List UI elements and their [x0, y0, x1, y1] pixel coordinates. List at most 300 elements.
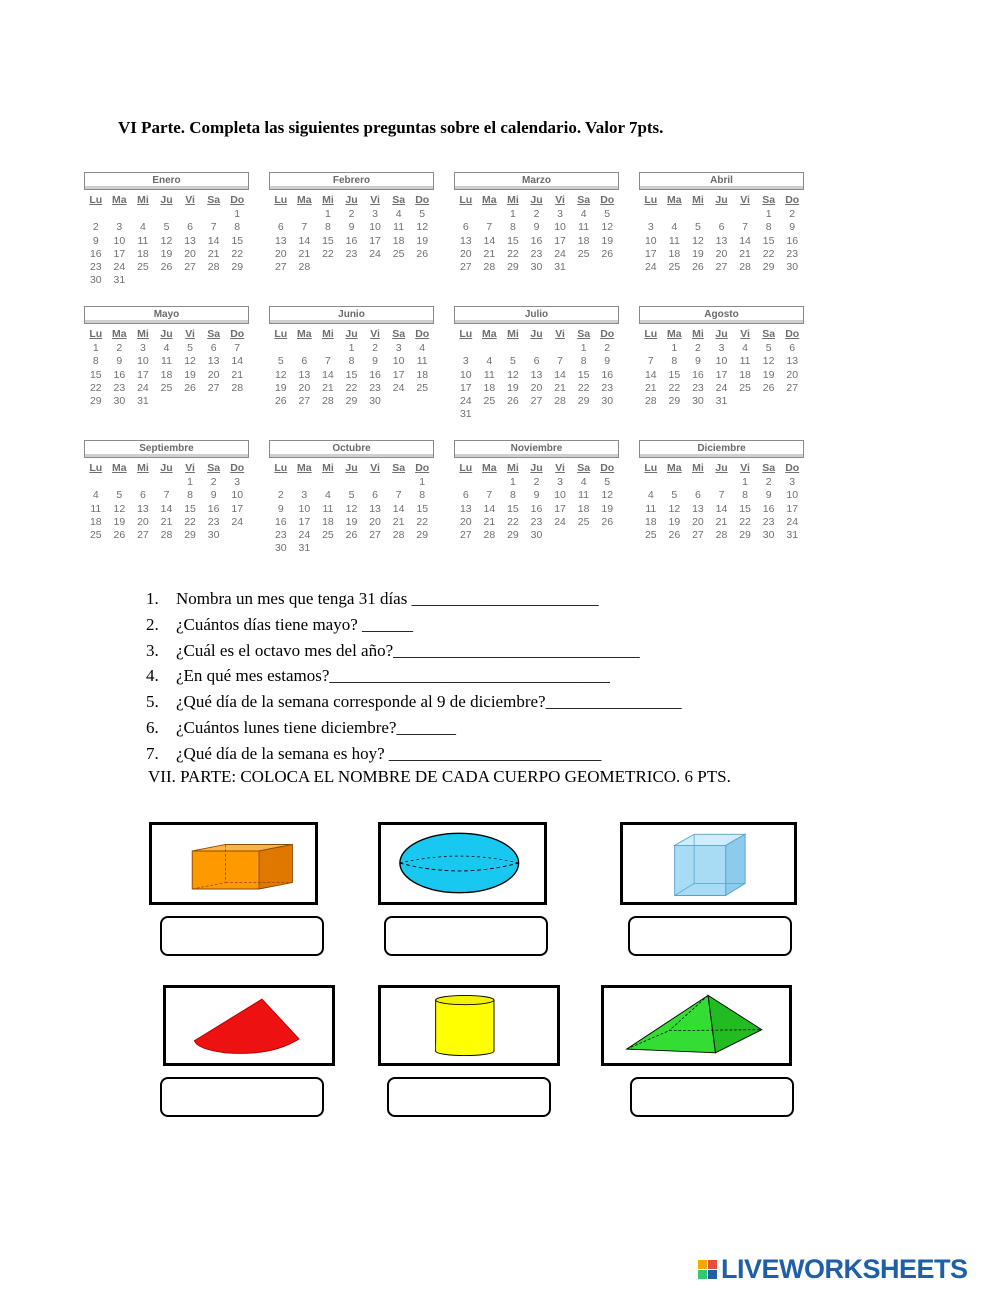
- calendar-day: [733, 395, 757, 408]
- calendar-day: 28: [322, 395, 334, 408]
- calendar-day: 25: [483, 395, 496, 408]
- calendar-day: 8: [742, 489, 748, 502]
- month-marzo: [454, 172, 619, 290]
- weekday-label: Sa: [392, 328, 406, 340]
- calendar-day: 26: [762, 381, 775, 394]
- calendar-day: 4: [486, 355, 493, 368]
- calendar-week: [454, 395, 619, 408]
- calendar-day: 22: [231, 247, 244, 260]
- calendar-day: [686, 208, 710, 221]
- calendar-day: 24: [113, 261, 126, 274]
- weekday-label: Mi: [692, 194, 704, 206]
- calendar-day: 23: [786, 247, 799, 260]
- calendar-day: 22: [184, 515, 196, 528]
- calendar-day: 29: [416, 529, 429, 542]
- calendar-day: 9: [348, 221, 355, 234]
- calendar-day: 17: [298, 515, 311, 528]
- month-name: Marzo: [454, 172, 619, 190]
- calendar-day: 16: [530, 502, 543, 515]
- calendar-day: [525, 408, 549, 421]
- calendar-day: 1: [765, 208, 772, 220]
- weekday-label: Do: [600, 328, 615, 340]
- calendar-day: 20: [692, 515, 704, 528]
- calendar-day: 26: [507, 395, 519, 408]
- calendar-day: [340, 476, 364, 489]
- calendar-week: [269, 369, 434, 382]
- calendar-day: [595, 529, 619, 542]
- calendar-day: 11: [483, 368, 495, 381]
- calendar-day: 4: [163, 342, 170, 354]
- calendar-day: 29: [762, 261, 775, 274]
- calendar-day: 15: [762, 234, 775, 247]
- calendar-day: 5: [671, 489, 678, 502]
- calendar-day: 3: [557, 208, 563, 220]
- answer-box-3[interactable]: [628, 916, 792, 956]
- calendar-day: 28: [207, 261, 220, 274]
- calendar-day: 21: [322, 381, 334, 394]
- calendar-day: 7: [210, 221, 217, 234]
- calendar-day: 22: [345, 381, 358, 394]
- calendar-day: 20: [786, 368, 799, 381]
- calendar-week: [454, 221, 619, 234]
- question-item: [146, 741, 682, 767]
- calendar-day: 30: [762, 529, 775, 542]
- weekday-label: Ma: [112, 328, 127, 340]
- calendar-day: 10: [715, 355, 728, 368]
- calendar-day: 10: [786, 489, 799, 502]
- calendar-day: 27: [715, 261, 728, 274]
- calendar-day: 21: [715, 515, 728, 528]
- calendar-week: [269, 516, 434, 529]
- calendar-day: 30: [786, 261, 799, 274]
- section-title: VI Parte. Completa las siguientes preguntas sobre el calendario. Valor 7pts.: [118, 118, 664, 137]
- calendar-day: 12: [762, 355, 775, 368]
- calendar-day: 25: [89, 529, 102, 542]
- weekday-label: Ma: [297, 328, 312, 340]
- calendar-week: [454, 516, 619, 529]
- calendar-day: 30: [207, 529, 220, 542]
- calendar-day: 29: [231, 261, 244, 274]
- calendar-day: 26: [601, 247, 614, 260]
- calendar-day: 14: [392, 502, 405, 515]
- calendar-week: [269, 529, 434, 542]
- answer-box-4[interactable]: [160, 1077, 324, 1117]
- calendar-week: [639, 395, 804, 408]
- calendar-day: 6: [301, 355, 308, 368]
- question-text: ¿En qué mes estamos?_________________________________: [176, 666, 610, 686]
- weekday-label: Do: [230, 328, 245, 340]
- question-list: [146, 586, 682, 767]
- calendar-day: 19: [601, 234, 614, 247]
- calendar-week: [454, 248, 619, 261]
- calendar-day: 12: [692, 234, 704, 247]
- calendar-day: 18: [739, 368, 751, 381]
- weekday-label: Ju: [345, 462, 358, 474]
- weekday-label: Lu: [89, 194, 103, 206]
- weekday-label: Lu: [274, 462, 288, 474]
- calendar-day: 15: [668, 368, 681, 381]
- calendar-day: 4: [325, 489, 331, 502]
- calendar-day: 16: [207, 502, 220, 515]
- calendar-day: 27: [459, 261, 472, 274]
- month-name: Julio: [454, 306, 619, 324]
- calendar-week: [454, 476, 619, 489]
- calendar-day: 18: [137, 247, 149, 260]
- calendar-day: 25: [577, 247, 590, 260]
- calendar-day: 23: [345, 247, 358, 260]
- calendar-day: 19: [668, 515, 681, 528]
- calendar-week: [454, 342, 619, 355]
- calendar-day: 19: [762, 368, 775, 381]
- weekday-label: Do: [785, 462, 800, 474]
- cube-icon: [623, 825, 794, 902]
- calendar-day: [454, 342, 478, 355]
- calendar-day: 1: [92, 342, 99, 354]
- weekday-label: Ma: [667, 462, 682, 474]
- calendar-week: [639, 489, 804, 502]
- answer-box-2[interactable]: [384, 916, 548, 956]
- weekday-label: Mi: [692, 462, 704, 474]
- calendar-day: 21: [483, 247, 496, 260]
- calendar-day: 12: [507, 368, 519, 381]
- calendar-day: 3: [647, 221, 654, 234]
- calendar-day: 16: [369, 368, 381, 381]
- month-noviembre: [454, 440, 619, 558]
- brand-text: LIVEWORKSHEETS: [721, 1254, 968, 1284]
- calendar-day: 13: [459, 234, 472, 247]
- calendar-week: [269, 503, 434, 516]
- calendar-week: [84, 395, 249, 408]
- calendar-day: 18: [322, 515, 334, 528]
- weekday-label: Lu: [644, 328, 658, 340]
- calendar-day: [454, 208, 478, 221]
- calendar-day: 13: [137, 502, 149, 515]
- calendar-day: 21: [739, 247, 751, 260]
- calendar-day: [710, 476, 734, 489]
- calendar-day: 25: [160, 381, 173, 394]
- calendar-day: 15: [322, 234, 334, 247]
- calendar-day: 23: [762, 515, 775, 528]
- calendar-day: 8: [92, 355, 99, 368]
- calendar-day: 19: [113, 515, 126, 528]
- calendar-day: [131, 274, 155, 287]
- calendar-day: [478, 476, 502, 489]
- weekday-label: Vi: [555, 328, 565, 340]
- weekday-label: Mi: [322, 462, 334, 474]
- weekday-label: Lu: [459, 194, 473, 206]
- weekday-header: [454, 194, 619, 208]
- calendar-day: 17: [786, 502, 799, 515]
- calendar-day: 28: [739, 261, 751, 274]
- calendar-day: [316, 542, 340, 555]
- weekday-label: Ma: [667, 328, 682, 340]
- calendar-day: 2: [277, 489, 284, 502]
- calendar-day: 7: [395, 489, 402, 502]
- calendar-day: 2: [604, 342, 611, 354]
- calendar-day: 11: [393, 221, 405, 234]
- calendar-day: 30: [530, 529, 543, 542]
- calendar-day: 10: [298, 502, 311, 515]
- weekday-label: Do: [415, 462, 430, 474]
- calendar-week: [454, 355, 619, 368]
- weekday-label: Ma: [112, 194, 127, 206]
- weekday-label: Mi: [507, 462, 519, 474]
- calendar-day: 3: [462, 355, 469, 368]
- calendar-day: 8: [187, 489, 193, 502]
- calendar-day: 14: [554, 368, 566, 381]
- calendar-day: 20: [530, 381, 543, 394]
- calendar-day: 1: [510, 476, 516, 488]
- calendar-day: 6: [789, 342, 796, 354]
- ellipsoid-icon: [381, 825, 544, 902]
- calendar-day: 3: [557, 476, 563, 488]
- calendar-day: 7: [718, 489, 725, 502]
- calendar-day: 11: [645, 502, 657, 515]
- calendar-day: [733, 208, 757, 221]
- calendar-day: 6: [533, 355, 540, 368]
- year-calendar: [84, 172, 804, 558]
- calendar-day: 4: [92, 489, 99, 502]
- calendar-day: 12: [113, 502, 126, 515]
- calendar-day: [293, 342, 317, 355]
- calendar-day: 5: [277, 355, 284, 368]
- question-item: [146, 663, 682, 689]
- calendar-day: [340, 261, 364, 274]
- calendar-day: 22: [322, 247, 334, 260]
- calendar-day: 6: [695, 489, 701, 502]
- weekday-header: [269, 462, 434, 476]
- calendar-day: 12: [160, 234, 173, 247]
- calendar-day: 22: [507, 515, 519, 528]
- calendar-week: [639, 261, 804, 274]
- calendar-day: 2: [533, 476, 540, 488]
- weekday-label: Vi: [370, 462, 380, 474]
- calendar-day: 21: [160, 515, 173, 528]
- calendar-week: [84, 489, 249, 502]
- calendar-week: [84, 382, 249, 395]
- calendar-day: [387, 542, 411, 555]
- weekday-label: Vi: [555, 194, 565, 206]
- calendar-day: [340, 542, 364, 555]
- calendar-day: 24: [554, 515, 566, 528]
- weekday-label: Sa: [762, 462, 776, 474]
- calendar-day: 9: [604, 355, 611, 368]
- calendar-day: 16: [530, 234, 543, 247]
- calendar-day: 5: [348, 489, 355, 502]
- calendar-week: [84, 235, 249, 248]
- calendar-day: 31: [554, 261, 566, 274]
- calendar-day: 26: [274, 395, 287, 408]
- month-abril: [639, 172, 804, 290]
- weekday-label: Do: [230, 194, 245, 206]
- calendar-day: [572, 529, 596, 542]
- answer-box-5[interactable]: [387, 1077, 551, 1117]
- calendar-day: 17: [231, 502, 244, 515]
- calendar-day: [478, 208, 502, 221]
- answer-box-1[interactable]: [160, 916, 324, 956]
- calendar-day: 8: [419, 489, 426, 502]
- calendar-day: 2: [348, 208, 355, 220]
- calendar-day: [548, 342, 572, 355]
- calendar-day: 14: [644, 368, 657, 381]
- calendar-day: 7: [486, 489, 493, 502]
- calendar-day: 3: [116, 221, 123, 234]
- calendar-day: 27: [786, 381, 799, 394]
- weekday-label: Lu: [274, 194, 288, 206]
- calendar-day: 17: [715, 368, 728, 381]
- calendar-day: 15: [89, 368, 102, 381]
- calendar-day: [363, 261, 387, 274]
- question-text: Nombra un mes que tenga 31 días ______________________: [176, 589, 599, 608]
- calendar-day: [178, 274, 202, 287]
- calendar-day: [595, 261, 619, 274]
- weekday-label: Sa: [392, 194, 406, 206]
- weekday-label: Sa: [577, 194, 591, 206]
- calendar-day: 16: [692, 368, 704, 381]
- weekday-label: Ma: [482, 462, 497, 474]
- weekday-label: Do: [600, 462, 615, 474]
- calendar-day: 3: [718, 342, 725, 354]
- month-diciembre: [639, 440, 804, 558]
- calendar-day: 23: [274, 529, 287, 542]
- calendar-day: 30: [369, 395, 381, 408]
- calendar-week: [84, 503, 249, 516]
- calendar-day: 30: [89, 274, 102, 287]
- weekday-label: Ju: [345, 194, 358, 206]
- liveworksheets-logo: [698, 1254, 968, 1285]
- calendar-day: 27: [298, 395, 311, 408]
- calendar-day: 24: [392, 381, 405, 394]
- month-name: Abril: [639, 172, 804, 190]
- calendar-day: 10: [644, 234, 657, 247]
- calendar-day: [225, 395, 249, 408]
- calendar-day: 6: [462, 221, 469, 234]
- month-febrero: [269, 172, 434, 290]
- calendar-day: 1: [510, 208, 516, 220]
- month-julio: [454, 306, 619, 424]
- calendar-day: 21: [483, 515, 496, 528]
- calendar-day: 24: [786, 515, 799, 528]
- weekday-label: Lu: [459, 328, 473, 340]
- calendar-day: 28: [392, 529, 405, 542]
- calendar-day: 16: [345, 234, 358, 247]
- calendar-day: 3: [372, 208, 378, 220]
- calendar-day: 4: [671, 221, 678, 234]
- calendar-day: 24: [369, 247, 381, 260]
- figure-box-ellipsoid: [378, 822, 547, 905]
- calendar-day: 5: [695, 221, 701, 234]
- calendar-day: 11: [416, 355, 428, 368]
- calendar-day: 24: [231, 515, 244, 528]
- calendar-day: 8: [580, 355, 587, 368]
- calendar-day: 28: [554, 395, 566, 408]
- calendar-day: 3: [140, 342, 146, 354]
- calendar-day: 12: [668, 502, 681, 515]
- calendar-day: 5: [419, 208, 426, 220]
- calendar-week: [639, 342, 804, 355]
- calendar-week: [269, 489, 434, 502]
- weekday-label: Vi: [370, 328, 380, 340]
- answer-box-6[interactable]: [630, 1077, 794, 1117]
- weekday-label: Lu: [644, 194, 658, 206]
- calendar-day: 7: [301, 221, 308, 234]
- calendar-day: 14: [715, 502, 728, 515]
- calendar-day: 26: [668, 529, 681, 542]
- calendar-day: 25: [644, 529, 657, 542]
- calendar-day: 26: [601, 515, 614, 528]
- weekday-label: Mi: [137, 328, 149, 340]
- calendar-day: 26: [160, 261, 173, 274]
- calendar-day: 4: [580, 476, 587, 488]
- calendar-day: 1: [580, 342, 587, 354]
- liveworksheets-logo-icon: [698, 1260, 717, 1279]
- calendar-day: 21: [392, 515, 405, 528]
- calendar-day: 13: [459, 502, 472, 515]
- calendar-day: 26: [416, 247, 429, 260]
- weekday-label: Ju: [530, 328, 543, 340]
- weekday-label: Lu: [89, 462, 103, 474]
- calendar-day: 17: [644, 247, 657, 260]
- calendar-day: 21: [231, 368, 244, 381]
- calendar-day: 2: [695, 342, 701, 354]
- weekday-label: Vi: [555, 462, 565, 474]
- calendar-week: [269, 382, 434, 395]
- month-name: Noviembre: [454, 440, 619, 458]
- weekday-label: Mi: [137, 194, 149, 206]
- calendar-day: 30: [692, 395, 704, 408]
- weekday-label: Vi: [185, 328, 195, 340]
- calendar-day: 17: [459, 381, 472, 394]
- calendar-day: [663, 476, 687, 489]
- calendar-day: 11: [322, 502, 334, 515]
- month-name: Febrero: [269, 172, 434, 190]
- calendar-day: 1: [671, 342, 678, 354]
- calendar-day: [686, 476, 710, 489]
- calendar-day: 12: [601, 221, 614, 234]
- weekday-label: Ma: [297, 462, 312, 474]
- calendar-day: 19: [345, 515, 358, 528]
- calendar-day: 15: [739, 502, 751, 515]
- calendar-day: 21: [644, 381, 657, 394]
- calendar-day: 7: [163, 489, 170, 502]
- calendar-day: 24: [644, 261, 657, 274]
- calendar-day: 20: [274, 247, 287, 260]
- weekday-label: Lu: [89, 328, 103, 340]
- calendar-week: [639, 208, 804, 221]
- calendar-day: 3: [234, 476, 241, 488]
- calendar-day: 23: [530, 247, 543, 260]
- weekday-label: Do: [415, 328, 430, 340]
- weekday-label: Ju: [530, 462, 543, 474]
- calendar-day: 10: [554, 221, 566, 234]
- calendar-week: [454, 529, 619, 542]
- calendar-day: 22: [577, 381, 590, 394]
- calendar-day: 25: [577, 515, 590, 528]
- calendar-week: [84, 221, 249, 234]
- calendar-day: [131, 476, 155, 489]
- calendar-day: [572, 261, 596, 274]
- calendar-day: 20: [137, 515, 149, 528]
- calendar-day: 23: [369, 381, 381, 394]
- calendar-day: [363, 476, 387, 489]
- calendar-day: 17: [369, 234, 381, 247]
- weekday-label: Lu: [274, 328, 288, 340]
- calendar-day: [178, 395, 202, 408]
- calendar-day: 18: [416, 368, 429, 381]
- pyramid-icon: [604, 988, 789, 1063]
- question-text: ¿Qué día de la semana es hoy? _________________________: [176, 743, 602, 763]
- calendar-day: [108, 476, 132, 489]
